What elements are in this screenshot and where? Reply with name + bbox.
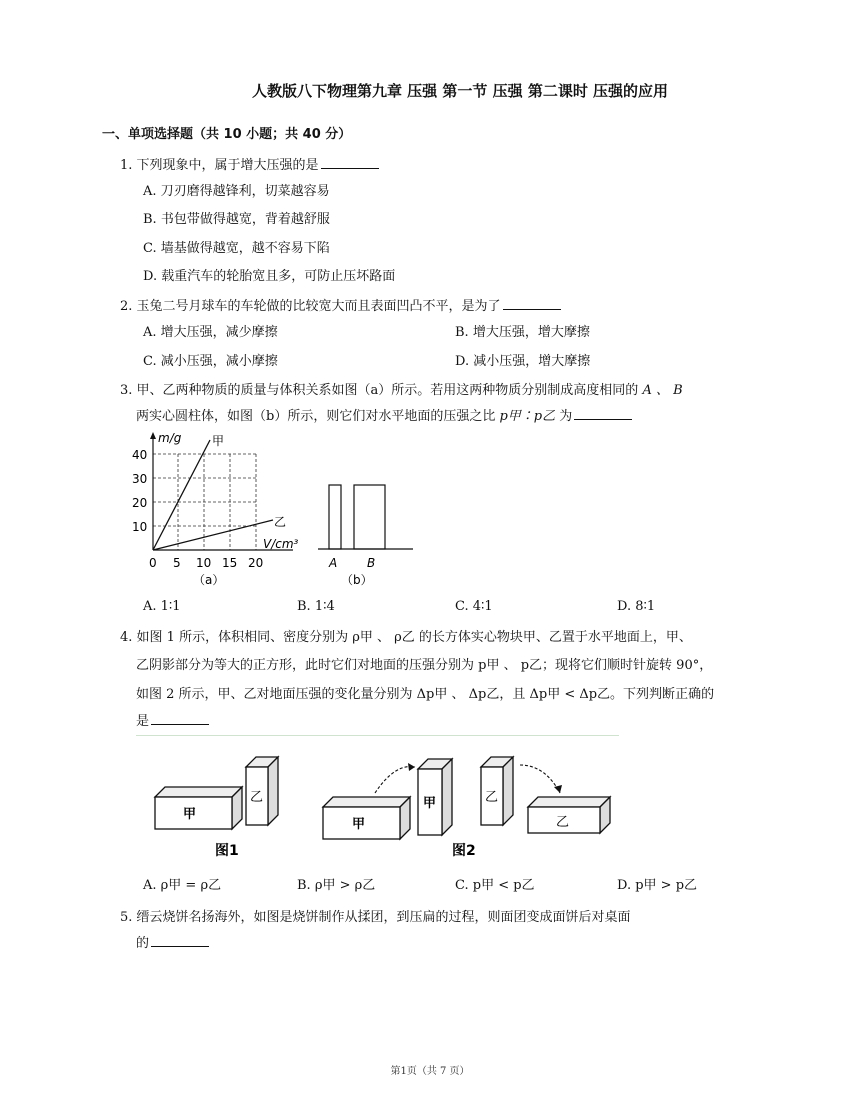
graph-a: [132, 431, 299, 587]
divider: [136, 735, 619, 736]
question-1-option-a: A. 刀刃磨得越锋利，切菜越容易: [143, 184, 330, 199]
x-tick: 15: [222, 556, 238, 570]
fig2-caption: 图2: [452, 843, 476, 859]
question-2-stem: 2. 玉兔二号月球车的车轮做的比较宽大而且表面凹凸不平，是为了: [120, 295, 561, 314]
question-1-option-d: D. 载重汽车的轮胎宽且多，可防止压坏路面: [143, 269, 396, 284]
answer-blank: [151, 934, 209, 947]
bar-label-b: B: [367, 556, 376, 570]
cylinder-a: [329, 485, 341, 549]
x-tick: 0: [149, 556, 157, 570]
question-1-option-b: B. 书包带做得越宽，背着越舒服: [143, 212, 330, 227]
question-1-option-c: C. 墙基做得越宽，越不容易下陷: [143, 241, 330, 256]
fig1-caption: 图1: [215, 843, 239, 859]
y-tick: 40: [132, 448, 148, 462]
x-tick: 5: [173, 556, 181, 570]
question-4-figure: [140, 745, 620, 865]
block-jia-label: 甲: [423, 796, 437, 811]
y-tick: 20: [132, 496, 148, 510]
question-5-line2: 的: [136, 932, 209, 951]
y-tick: 10: [132, 520, 148, 534]
question-4-line1: 4. 如图 1 所示，体积相同、密度分别为 ρ甲 、 ρ乙 的长方体实心物块甲、乙置于水平地面上，甲、: [120, 630, 692, 645]
question-4-line4: 是: [136, 710, 209, 729]
question-3-option-d: D. 8∶1: [617, 599, 656, 614]
page-title: 人教版八下物理第九章 压强 第一节 压强 第二课时 压强的应用: [251, 82, 669, 100]
question-3-option-a: A. 1∶1: [143, 599, 181, 614]
page-footer: 第1页（共 7 页）: [390, 1066, 470, 1077]
line-jia: [153, 440, 210, 550]
block-yi-label: 乙: [556, 815, 570, 830]
question-2-option-b: B. 增大压强，增大摩擦: [455, 325, 590, 340]
figure-b: [318, 485, 413, 587]
question-3-stem-line1: 3. 甲、乙两种物质的质量与体积关系如图（a）所示。若用这两种物质分别制成高度相同的 A 、 B: [120, 383, 683, 398]
line-jia-label: 甲: [212, 434, 225, 448]
caption-a: （a）: [193, 573, 225, 587]
x-axis-label: V/cm³: [263, 537, 299, 551]
block-yi-label: 乙: [485, 790, 499, 805]
question-4-option-d: D. p甲 > p乙: [617, 878, 698, 893]
answer-blank: [321, 156, 379, 169]
question-3-stem-line2: 两实心圆柱体，如图（b）所示，则它们对水平地面的压强之比 p甲∶p乙 为: [136, 405, 632, 424]
bar-label-a: A: [329, 556, 338, 570]
question-2-option-d: D. 减小压强，增大摩擦: [455, 354, 591, 369]
question-1-stem: 1. 下列现象中，属于增大压强的是: [120, 154, 379, 173]
question-4-line3: 如图 2 所示，甲、乙对地面压强的变化量分别为 Δp甲 、 Δp乙，且 Δp甲 < Δp乙。下列判断正确的: [136, 687, 715, 702]
line-yi: [153, 520, 273, 550]
caption-b: （b）: [341, 573, 373, 587]
question-2-option-a: A. 增大压强，减少摩擦: [143, 325, 278, 340]
question-5-line1: 5. 缙云烧饼名扬海外，如图是烧饼制作从揉团，到压扁的过程，则面团变成面饼后对桌面: [120, 910, 631, 925]
x-tick: 10: [196, 556, 212, 570]
section-heading: 一、单项选择题（共 10 小题；共 40 分）: [102, 127, 352, 142]
y-tick: 30: [132, 472, 148, 486]
block-yi-label: 乙: [250, 790, 264, 805]
question-4-line2: 乙阴影部分为等大的正方形，此时它们对地面的压强分别为 p甲 、 p乙；现将它们顺时针旋转 90°，: [136, 658, 713, 673]
answer-blank: [574, 407, 632, 420]
question-3-figure: [128, 430, 418, 590]
block-jia-label: 甲: [352, 817, 366, 832]
y-axis-label: m/g: [158, 431, 182, 445]
answer-blank: [503, 297, 561, 310]
question-4-option-b: B. ρ甲 > ρ乙: [297, 878, 376, 893]
x-tick: 20: [248, 556, 264, 570]
block-jia-label: 甲: [183, 807, 197, 822]
question-2-option-c: C. 减小压强，减小摩擦: [143, 354, 278, 369]
question-3-option-b: B. 1∶4: [297, 599, 335, 614]
question-4-option-c: C. p甲 < p乙: [455, 878, 535, 893]
line-yi-label: 乙: [274, 515, 287, 529]
answer-blank: [151, 712, 209, 725]
cylinder-b: [354, 485, 385, 549]
question-4-option-a: A. ρ甲 = ρ乙: [143, 878, 222, 893]
question-3-option-c: C. 4∶1: [455, 599, 493, 614]
